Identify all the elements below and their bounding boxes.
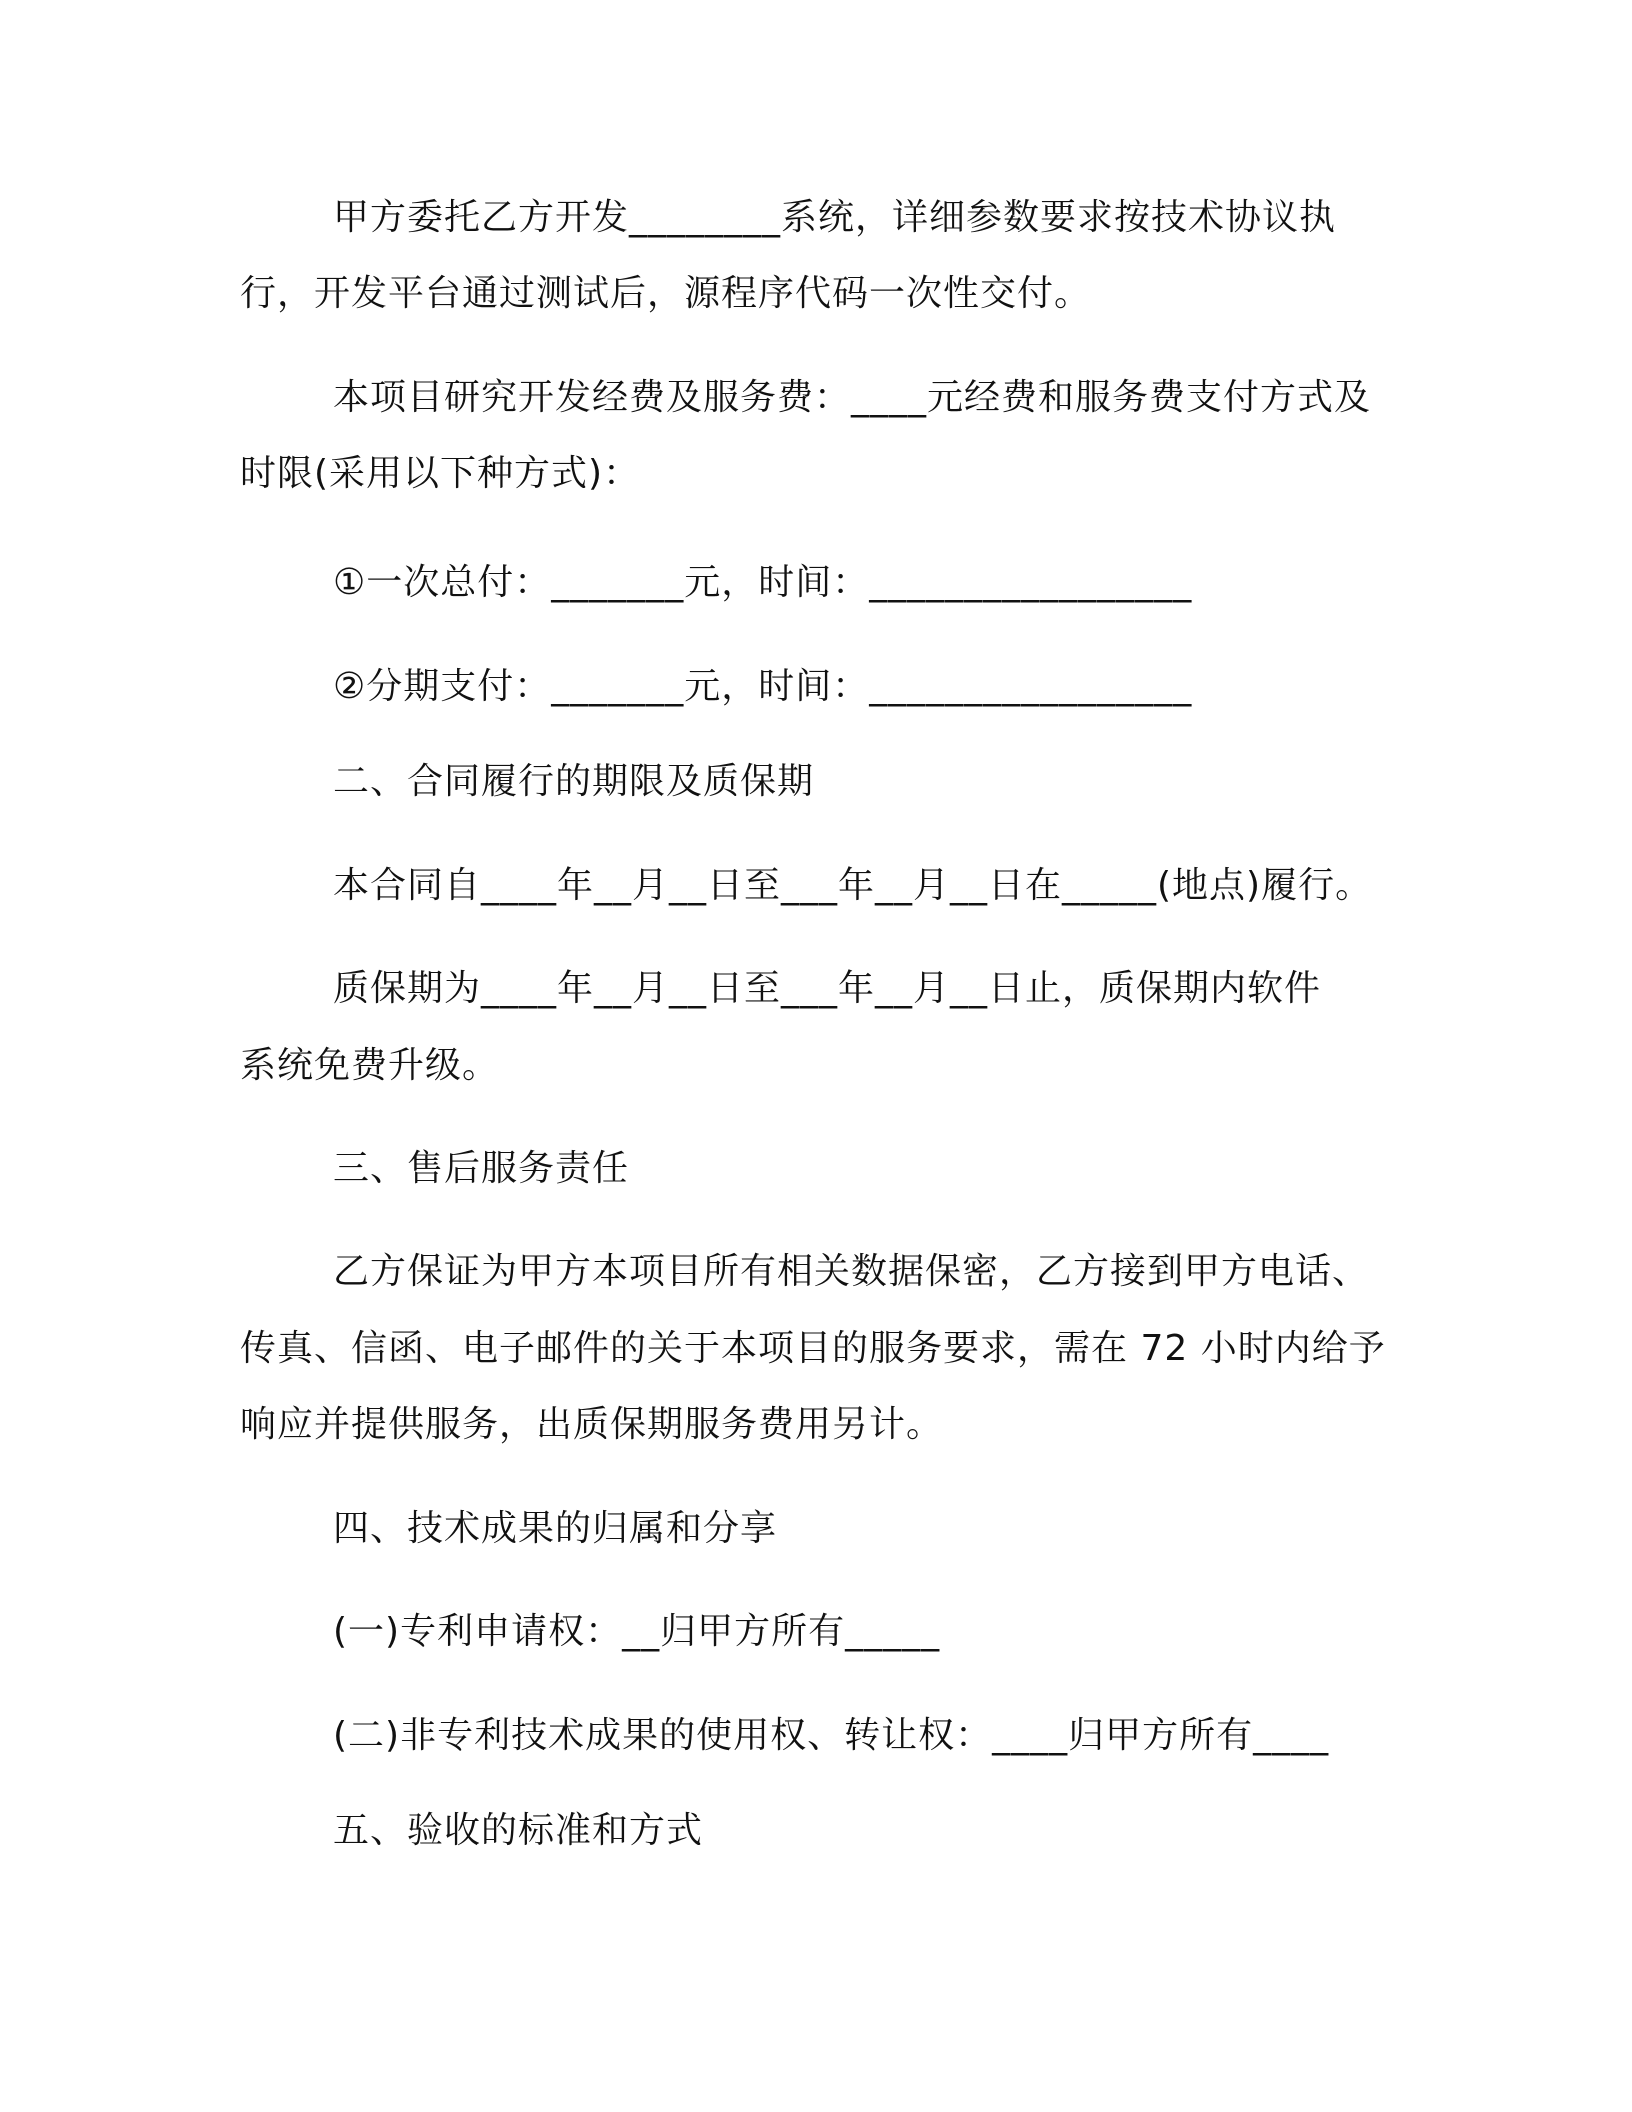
para-fee-line-2: 时限(采用以下种方式)： <box>240 453 641 494</box>
para-after-sales-line-2: 传真、信函、电子邮件的关于本项目的服务要求，需在 72 小时内给予 <box>240 1328 1386 1369</box>
para-payment-lump-sum: ①一次总付：_______元，时间：_________________ <box>333 562 1193 603</box>
heading-section-5: 五、验收的标准和方式 <box>333 1810 704 1851</box>
para-after-sales-line-1: 乙方保证为甲方本项目所有相关数据保密，乙方接到甲方电话、 <box>333 1251 1370 1292</box>
para-fee-line-1: 本项目研究开发经费及服务费：____元经费和服务费支付方式及 <box>333 377 1372 418</box>
heading-section-4: 四、技术成果的归属和分享 <box>333 1508 778 1549</box>
para-warranty-period-line-2: 系统免费升级。 <box>240 1045 500 1086</box>
para-development-scope-line-2: 行，开发平台通过测试后，源程序代码一次性交付。 <box>240 273 1092 314</box>
para-contract-period: 本合同自____年__月__日至___年__月__日在_____(地点)履行。 <box>333 865 1373 906</box>
para-patent-right: (一)专利申请权：__归甲方所有_____ <box>333 1611 941 1652</box>
para-payment-installment: ②分期支付：_______元，时间：_________________ <box>333 666 1193 707</box>
heading-section-2: 二、合同履行的期限及质保期 <box>333 761 815 802</box>
heading-section-3: 三、售后服务责任 <box>333 1148 630 1189</box>
para-after-sales-line-3: 响应并提供服务，出质保期服务费用另计。 <box>240 1404 944 1445</box>
para-non-patent-right: (二)非专利技术成果的使用权、转让权：____归甲方所有____ <box>333 1715 1330 1756</box>
para-warranty-period-line-1: 质保期为____年__月__日至___年__月__日止，质保期内软件 <box>333 968 1322 1009</box>
para-development-scope-line-1: 甲方委托乙方开发________系统，详细参数要求按技术协议执 <box>333 197 1337 238</box>
